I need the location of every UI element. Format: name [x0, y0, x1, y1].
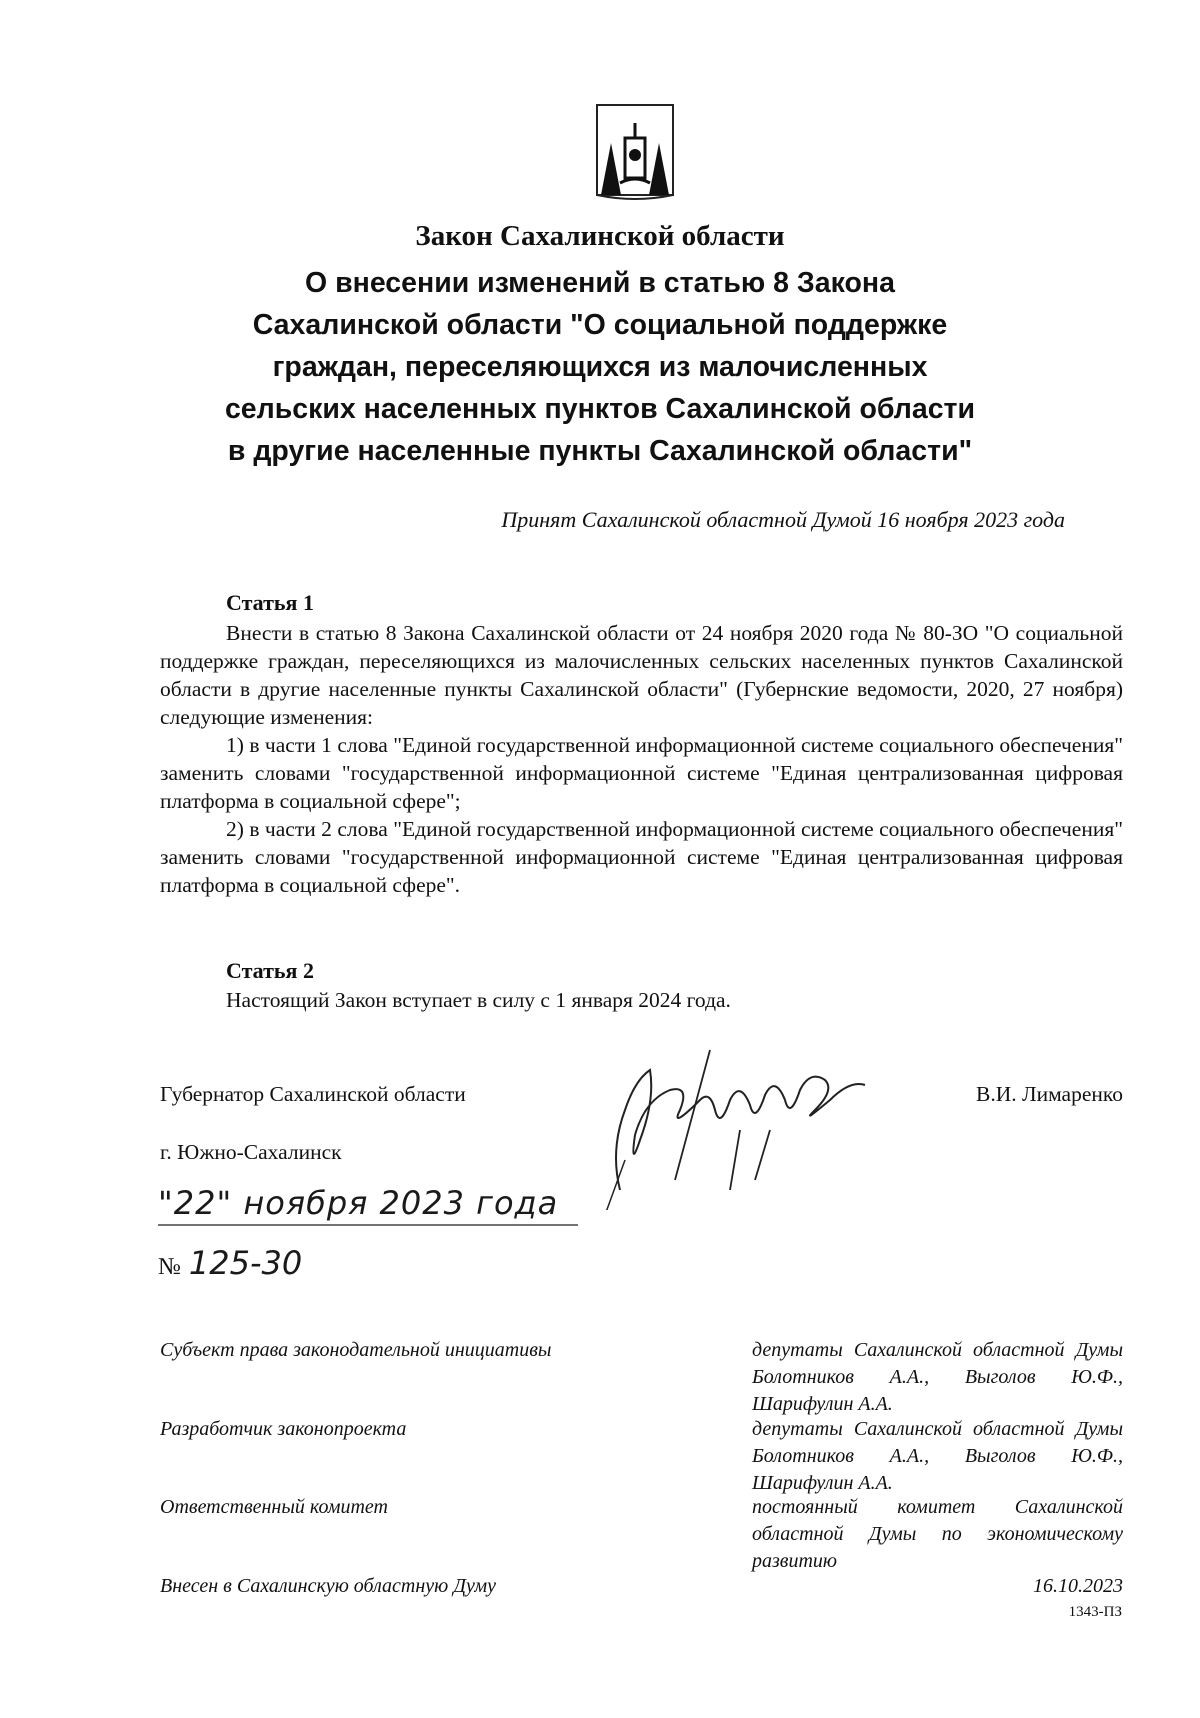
meta-initiative-label: Субъект права законодательной инициативы	[160, 1339, 552, 1361]
article-2-heading: Статья 2	[226, 958, 314, 983]
number-value: 125-30	[188, 1244, 303, 1282]
law-title: Закон Сахалинской области	[415, 220, 785, 252]
meta-developer	[160, 1416, 1123, 1497]
meta-submitted	[160, 1573, 1123, 1601]
date-underline	[158, 1222, 578, 1228]
subtitle-line: граждан, переселяющихся из малочисленных	[272, 351, 928, 383]
article-1-heading: Статья 1	[226, 590, 314, 615]
signer-position: Губернатор Сахалинской области	[160, 1082, 466, 1106]
document-code: 1343-ПЗ	[1068, 1604, 1122, 1620]
adoption-note: Принят Сахалинской областной Думой 16 ноября 2023 года	[501, 507, 1065, 532]
meta-committee-value: постоянный комитет Сахалинской областной Думы по экономическому развитию	[752, 1496, 1123, 1572]
article-1-item-1: 1) в части 1 слова "Единой государственной информационной системе социального обеспечения" заменить словами "государственной информационной системе "Единая централизованная цифровая платформа в социальной сфере";	[160, 733, 1123, 813]
meta-committee	[160, 1494, 1123, 1575]
meta-developer-value: депутаты Сахалинской областной Думы Болотников А.А., Выголов Ю.Ф., Шарифулин А.А.	[752, 1418, 1123, 1494]
article-1-intro: Внести в статью 8 Закона Сахалинской области от 24 ноября 2020 года № 80-ЗО "О социальной поддержке граждан, переселяющихся из малочисленных сельских населенных пунктов Сахалинской области в другие населенные пункты Сахалинской области" (Губернские ведомости, 2020, 27 ноября) следующие изменения:	[160, 621, 1123, 729]
meta-developer-label: Разработчик законопроекта	[160, 1418, 407, 1440]
subtitle-line: сельских населенных пунктов Сахалинской области	[224, 393, 976, 425]
meta-submitted-label: Внесен в Сахалинскую областную Думу	[160, 1575, 497, 1597]
signing-date: "22" ноября 2023 года	[158, 1184, 559, 1222]
article-1-item-2: 2) в части 2 слова "Единой государственной информационной системе социального обеспечения" заменить словами "государственной информационной системе "Единая централизованная цифровая платформа в социальной сфере".	[160, 817, 1123, 897]
signer-name: В.И. Лимаренко	[976, 1082, 1123, 1106]
article-2-body	[160, 986, 1123, 1014]
meta-initiative	[160, 1337, 1123, 1418]
meta-submitted-date: 16.10.2023	[1033, 1575, 1123, 1597]
article-1-body	[160, 619, 1123, 899]
sakhalin-emblem-icon	[595, 103, 675, 203]
city: г. Южно-Сахалинск	[160, 1140, 342, 1164]
law-subtitle	[0, 262, 1200, 472]
number-sign: №	[158, 1254, 181, 1280]
meta-committee-label: Ответственный комитет	[160, 1496, 388, 1518]
article-2-text: Настоящий Закон вступает в силу с 1 января 2024 года.	[226, 988, 731, 1012]
subtitle-line: в другие населенные пункты Сахалинской области"	[227, 435, 973, 467]
handwritten-signature-icon	[580, 1040, 900, 1210]
law-number	[158, 1244, 302, 1282]
subtitle-line: Сахалинской области "О социальной поддержке	[252, 309, 948, 341]
subtitle-line: О внесении изменений в статью 8 Закона	[305, 267, 895, 299]
meta-initiative-value: депутаты Сахалинской областной Думы Болотников А.А., Выголов Ю.Ф., Шарифулин А.А.	[752, 1339, 1123, 1415]
